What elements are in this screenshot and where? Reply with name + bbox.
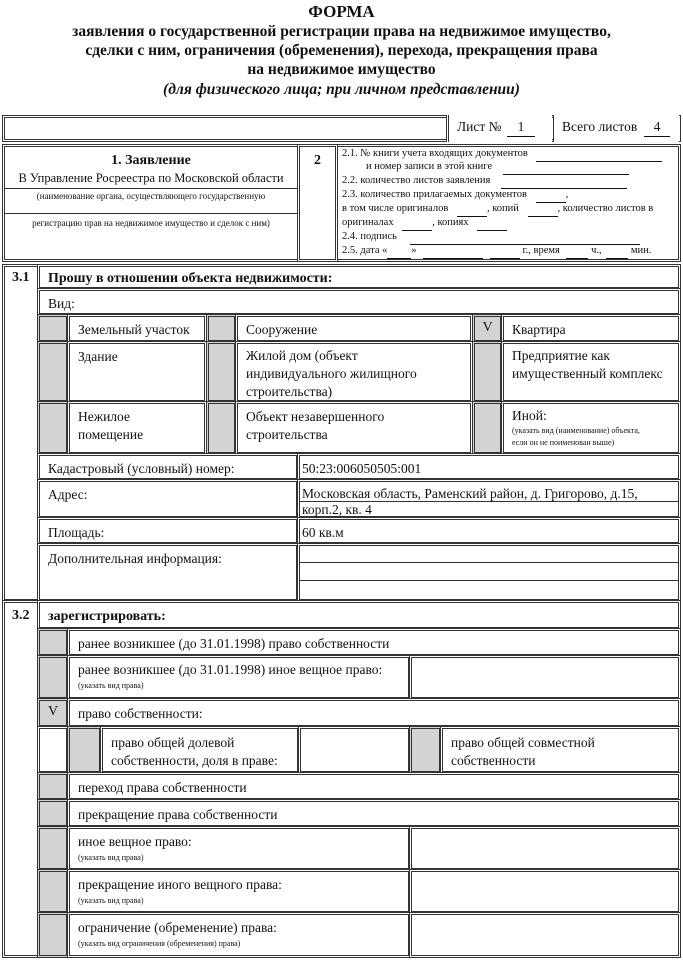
item-label: право собственности: xyxy=(78,706,203,721)
item-encumbrance xyxy=(67,912,411,958)
l22-label: 2.2. количество листов заявления xyxy=(342,175,491,186)
kind-row xyxy=(37,288,681,316)
address-value-cell xyxy=(297,479,681,519)
item-ownership-termination xyxy=(67,799,681,828)
option-unfinished-construction xyxy=(235,401,473,455)
divider xyxy=(300,562,678,563)
l23-label: 2.3. количество прилагаемых документов xyxy=(342,189,527,200)
item-hint: (указать вид права) xyxy=(78,896,144,905)
checkbox-shared-ownership[interactable] xyxy=(67,726,102,774)
option-label: строительства) xyxy=(246,384,333,399)
date-month-field[interactable] xyxy=(423,244,483,259)
option-land-plot xyxy=(67,314,207,343)
item-label: ранее возникшее (до 31.01.1998) право собственности xyxy=(78,636,390,651)
option-enterprise xyxy=(501,341,681,403)
checkbox-enterprise[interactable] xyxy=(472,341,503,403)
checkbox-ownership[interactable]: V xyxy=(37,698,69,728)
sheet-number-cell xyxy=(446,115,552,142)
item-label: собственности, доля в праве: xyxy=(111,753,278,768)
originals-label: в том числе оригиналов xyxy=(342,203,449,214)
checkbox-other-right-termination[interactable] xyxy=(37,869,69,914)
section-3-2-number: 3.2 xyxy=(12,608,30,623)
option-residential-house xyxy=(235,341,473,403)
address-label-cell xyxy=(37,479,299,519)
item-hint: (указать вид ограничения (обременения) права) xyxy=(78,939,241,948)
option-label: индивидуального жилищного xyxy=(246,366,417,381)
divider xyxy=(5,213,297,214)
extra-info-label-cell xyxy=(37,543,299,602)
quote-close: » xyxy=(411,245,417,256)
checkbox-other-right[interactable] xyxy=(37,826,69,871)
date-year-field[interactable] xyxy=(490,244,520,259)
option-label: Предприятие как xyxy=(512,348,610,363)
option-structure xyxy=(235,314,473,343)
l21b-label: и номер записи в этой книге xyxy=(366,161,493,172)
addressee-hint-2: регистрацию прав на недвижимое имущество и сделок с ним) xyxy=(32,218,270,228)
area-label: Площадь: xyxy=(48,525,105,540)
in-copies-label: , копиях xyxy=(432,217,469,228)
form-note: (для физического лица; при личном представлении) xyxy=(163,81,520,98)
option-label: Сооружение xyxy=(246,322,318,337)
address-label: Адрес: xyxy=(48,487,88,502)
item-label: право общей долевой xyxy=(111,735,235,750)
checkbox-building[interactable] xyxy=(37,341,69,403)
in-originals-label: оригиналах xyxy=(342,217,394,228)
copies-sheets-field[interactable] xyxy=(477,216,507,231)
kind-label: Вид: xyxy=(48,296,75,311)
item-ownership xyxy=(67,698,681,728)
date-label: 2.5. дата « xyxy=(342,245,388,256)
option-non-residential xyxy=(67,401,207,455)
comma: , xyxy=(565,189,569,200)
checkbox-prior-ownership[interactable] xyxy=(37,628,69,657)
section-2-number: 2 xyxy=(314,153,321,168)
option-hint: если он не поименован выше) xyxy=(512,438,615,447)
total-sheets-field[interactable]: 4 xyxy=(644,117,670,137)
other-right-termination-field[interactable] xyxy=(409,869,681,914)
item-hint: (указать вид права) xyxy=(78,681,144,690)
option-label: Иной: xyxy=(512,408,547,423)
item-label: иное вещное право: xyxy=(78,834,192,849)
option-label: имущественный комплекс xyxy=(512,366,663,381)
copies-field[interactable] xyxy=(528,202,558,217)
item-shared-ownership xyxy=(100,726,300,774)
time-label: г., время xyxy=(522,245,560,256)
item-label: переход права собственности xyxy=(78,780,247,795)
divider xyxy=(300,580,678,581)
record-number-field[interactable] xyxy=(503,160,629,175)
option-label: Здание xyxy=(78,349,118,364)
address-field-line-2[interactable]: корп.2, кв. 4 xyxy=(302,502,372,517)
item-label: ограничение (обременение) права: xyxy=(78,920,277,935)
total-sheets-cell xyxy=(553,115,679,142)
total-sheets-label: Всего листов xyxy=(562,119,638,134)
copies-label: , копий xyxy=(486,203,519,214)
share-in-right-field[interactable] xyxy=(298,726,411,774)
checkbox-other[interactable] xyxy=(472,401,503,455)
extra-info-label: Дополнительная информация: xyxy=(48,551,222,566)
section-3-1-number: 3.1 xyxy=(12,270,30,285)
option-label: строительства xyxy=(246,427,328,442)
cadastral-label: Кадастровый (условный) номер: xyxy=(48,461,235,476)
checkbox-structure[interactable] xyxy=(206,314,237,343)
section-3-1-title-row xyxy=(37,264,681,290)
l21a-label: 2.1. № книги учета входящих документов xyxy=(342,148,528,159)
item-ownership-transfer xyxy=(67,772,681,801)
area-value-cell xyxy=(297,517,681,545)
checkbox-joint-ownership[interactable] xyxy=(409,726,442,774)
minutes-label: мин. xyxy=(630,245,652,256)
option-label: Квартира xyxy=(512,322,566,337)
checkbox-non-residential[interactable] xyxy=(37,401,69,455)
item-label: ранее возникшее (до 31.01.1998) иное вещное право: xyxy=(78,662,383,677)
option-label: Объект незавершенного xyxy=(246,409,385,424)
checkbox-land-plot[interactable] xyxy=(37,314,69,343)
checkbox-encumbrance[interactable] xyxy=(37,912,69,958)
cadastral-number-field[interactable]: 50:23:006050505:001 xyxy=(302,461,422,476)
checkbox-ownership-termination[interactable] xyxy=(37,799,69,828)
sheet-number-field[interactable]: 1 xyxy=(507,117,535,137)
item-other-right xyxy=(67,826,411,871)
item-prior-ownership xyxy=(67,628,681,657)
option-label: Нежилое xyxy=(78,409,130,424)
item-prior-other-right xyxy=(67,655,411,700)
section-3-1-title: Прошу в отношении объекта недвижимости: xyxy=(48,271,333,286)
checkbox-unfinished-construction[interactable] xyxy=(206,401,237,455)
subrow-indent xyxy=(37,726,69,774)
section-1-title: 1. Заявление xyxy=(111,153,191,168)
section-2-number-cell xyxy=(297,144,338,262)
sheets-count-field[interactable] xyxy=(501,174,627,189)
option-label: помещение xyxy=(78,427,144,442)
signature-field[interactable] xyxy=(410,230,640,245)
option-hint: (указать вид (наименование) объекта, xyxy=(512,426,640,435)
item-label: прекращение иного вещного права: xyxy=(78,877,282,892)
divider xyxy=(5,188,297,189)
section-3-2-title: зарегистрировать: xyxy=(48,609,166,624)
docs-count-field[interactable] xyxy=(536,188,566,203)
originals-sheets-field[interactable] xyxy=(402,216,432,231)
checkbox-prior-other-right[interactable] xyxy=(37,655,69,700)
sheet-label: Лист № xyxy=(457,119,502,134)
time-minutes-field[interactable] xyxy=(606,244,628,259)
form-subtitle-line-3: на недвижимое имущество xyxy=(247,61,436,78)
item-joint-ownership xyxy=(440,726,681,774)
cadastral-label-cell xyxy=(37,453,299,481)
area-label-cell xyxy=(37,517,299,545)
encumbrance-field[interactable] xyxy=(409,912,681,958)
checkbox-apartment[interactable]: V xyxy=(472,314,503,343)
cadastral-value-cell xyxy=(297,453,681,481)
option-label: Жилой дом (объект xyxy=(246,348,358,363)
item-hint: (указать вид права) xyxy=(78,853,144,862)
item-label: право общей совместной xyxy=(451,735,595,750)
addressee-field[interactable]: В Управление Росреестра по Московской области xyxy=(18,171,284,185)
address-field-line-1[interactable]: Московская область, Раменский район, д. Григорово, д.15, xyxy=(302,486,638,501)
item-other-right-termination xyxy=(67,869,411,914)
date-day-field[interactable] xyxy=(387,244,411,259)
option-label: Земельный участок xyxy=(78,322,190,337)
addressee-hint-1: (наименование органа, осуществляющего государственную xyxy=(36,191,266,201)
option-other xyxy=(501,401,681,455)
option-apartment xyxy=(501,314,681,343)
option-building xyxy=(67,341,207,403)
section-1 xyxy=(5,147,297,259)
other-right-field[interactable] xyxy=(409,826,681,871)
item-label: прекращение права собственности xyxy=(78,807,278,822)
signature-label: 2.4. подпись xyxy=(342,231,397,242)
extra-info-field[interactable] xyxy=(297,543,681,602)
time-hours-field[interactable] xyxy=(566,244,588,259)
checkbox-ownership-transfer[interactable] xyxy=(37,772,69,801)
item-label: собственности xyxy=(451,753,536,768)
prior-other-right-field[interactable] xyxy=(409,655,681,700)
hours-label: ч., xyxy=(591,245,602,256)
sheets-in-label: , количество листов в xyxy=(557,203,654,214)
section-2 xyxy=(338,147,678,259)
originals-field[interactable] xyxy=(457,202,487,217)
checkbox-residential-house[interactable] xyxy=(206,341,237,403)
form-subtitle-line-1: заявления о государственной регистрации права на недвижимое имущество, xyxy=(72,23,611,40)
area-field[interactable]: 60 кв.м xyxy=(302,525,344,540)
form-title: ФОРМА xyxy=(308,2,375,21)
section-3-2-title-row xyxy=(37,600,681,630)
form-subtitle-line-2: сделки с ним, ограничения (обременения), перехода, прекращения права xyxy=(85,42,598,59)
